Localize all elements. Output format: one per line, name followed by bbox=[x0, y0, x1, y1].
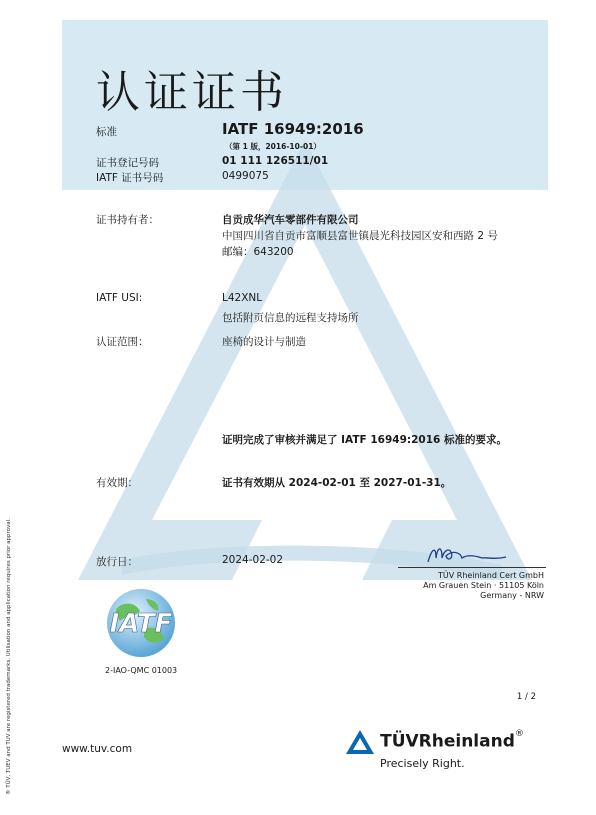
scope-value: 座椅的设计与制造 bbox=[222, 336, 306, 348]
tuv-brand bbox=[345, 729, 524, 755]
standard-value: IATF 16949:2016 bbox=[222, 120, 364, 138]
remote-note: 包括附页信息的远程支持场所 bbox=[222, 312, 359, 324]
standard-label: 标准 bbox=[96, 126, 117, 138]
holder-label: 证书持有者： bbox=[96, 214, 159, 226]
issue-date-value: 2024-02-02 bbox=[222, 554, 284, 566]
certificate-title: 认证证书 bbox=[96, 67, 288, 118]
signature-image bbox=[422, 540, 512, 570]
signature-line bbox=[398, 567, 546, 568]
logo-code: 2-IAO-QMC 01003 bbox=[105, 666, 178, 675]
compliance-statement: 证明完成了审核并满足了 IATF 16949:2016 标准的要求。 bbox=[222, 434, 507, 446]
iatf-logo-text: IATF bbox=[109, 609, 173, 639]
reg-no-value: 01 111 126511/01 bbox=[222, 155, 329, 167]
usi-label: IATF USI: bbox=[96, 292, 143, 304]
tuv-registered-mark: ® bbox=[514, 729, 524, 739]
scope-label: 认证范围： bbox=[96, 336, 149, 348]
holder-address: 中国四川省自贡市富顺县富世镇晨光科技园区安和西路 2 号 bbox=[222, 230, 498, 242]
certificate-page bbox=[62, 20, 548, 710]
validity-label: 有效期： bbox=[96, 477, 138, 489]
holder-name: 自贡成华汽车零部件有限公司 bbox=[222, 214, 359, 226]
issuer-block bbox=[423, 571, 544, 601]
edition-note: （第 1 版，2016-10-01） bbox=[225, 142, 321, 151]
tuv-triangle-icon bbox=[345, 729, 375, 755]
page-number: 1 / 2 bbox=[516, 692, 536, 702]
tuv-slogan: Precisely Right. bbox=[380, 757, 465, 770]
validity-value: 证书有效期从 2024-02-01 至 2027-01-31。 bbox=[222, 477, 452, 489]
iatf-globe-logo bbox=[96, 585, 186, 660]
tuv-brand-name: TÜVRheinland bbox=[380, 731, 515, 752]
issuer-name: TÜV Rheinland Cert GmbH bbox=[438, 571, 544, 580]
trademark-side-note: ® TÜV, TUEV and TUV are registered trademarks. Utilisation and application requires prior approval. bbox=[6, 518, 12, 795]
issuer-country: Germany - NRW bbox=[480, 591, 544, 600]
holder-postcode: 邮编：643200 bbox=[222, 246, 294, 258]
usi-value: L42XNL bbox=[222, 292, 263, 304]
reg-no-label: 证书登记号码 bbox=[96, 157, 159, 169]
iatf-no-value: 0499075 bbox=[222, 170, 269, 182]
issuer-street: Am Grauen Stein · 51105 Köln bbox=[423, 581, 544, 590]
footer-url-link[interactable]: www.tuv.com bbox=[62, 743, 133, 755]
issue-date-label: 放行日： bbox=[96, 556, 138, 568]
iatf-no-label: IATF 证书号码 bbox=[96, 172, 164, 184]
